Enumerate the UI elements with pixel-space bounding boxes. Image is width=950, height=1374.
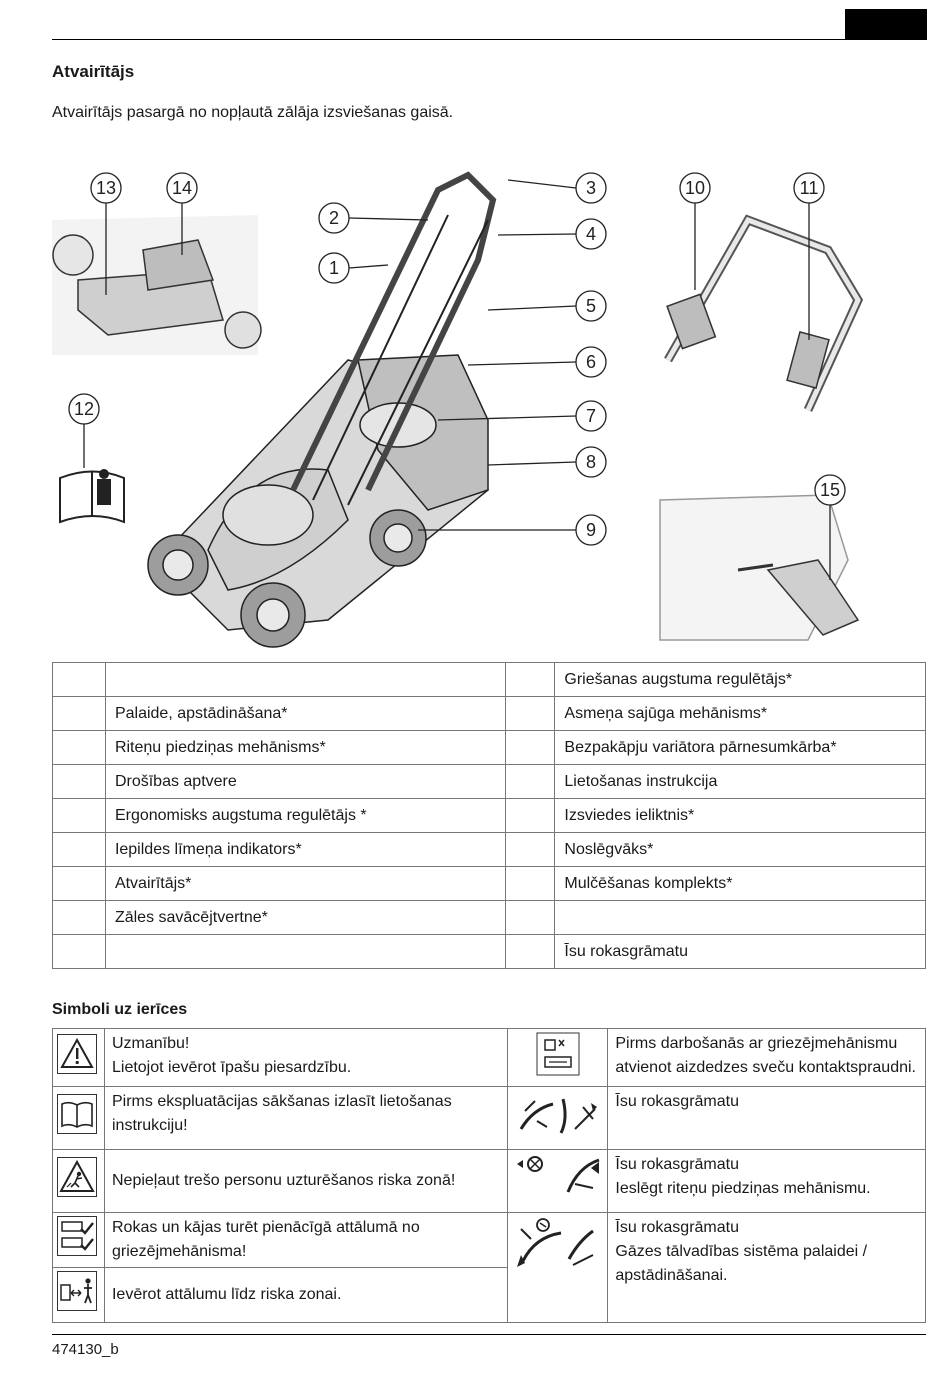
symbol-text-throttle (608, 1213, 926, 1323)
symbols-title: Simboli uz ierīces (52, 1001, 188, 1018)
part-left: Palaide, apstādināšana* (105, 697, 506, 731)
table-row (53, 1150, 926, 1213)
symbol-text-third-persons (104, 1150, 507, 1213)
part-left: Atvairītājs* (105, 867, 506, 901)
parts-table (52, 662, 926, 969)
symbol-line: Īsu rokasgrāmatu (615, 1093, 739, 1110)
part-right: Izsviedes ieliktnis* (555, 799, 926, 833)
symbol-line: Īsu rokasgrāmatu (615, 1156, 739, 1173)
symbol-line: Lietojot ievērot īpašu piesardzību. (111, 1059, 352, 1076)
symbol-line: Ieslēgt riteņu piedziņas mehānismu. (615, 1180, 871, 1197)
part-right (555, 901, 926, 935)
callout-1-label: 1 (328, 258, 340, 278)
callout-10-label: 10 (684, 178, 706, 198)
callout-5 (488, 291, 606, 321)
callout-10 (680, 173, 710, 290)
table-row (53, 935, 926, 969)
symbols-table (52, 1028, 926, 1323)
symbol-line: atvienot aizdedzes sveču kontaktspraudni. (615, 1059, 916, 1076)
thrown-object-icon (53, 1150, 105, 1213)
callout-2 (319, 203, 428, 233)
table-row (53, 697, 926, 731)
part-right: Asmeņa sajūga mehānisms* (555, 697, 926, 731)
callout-11 (794, 173, 824, 340)
symbol-text-hand-foot (104, 1213, 507, 1268)
symbol-line: Pirms darbošanās ar griezējmehānismu (615, 1035, 898, 1052)
symbol-text-wheel-drive (608, 1150, 926, 1213)
table-row (53, 1087, 926, 1150)
symbol-line: Rokas un kājas turēt pienācīgā attālumā no (111, 1219, 420, 1236)
callout-8 (488, 447, 606, 477)
part-left: Riteņu piedziņas mehānisms* (105, 731, 506, 765)
part-right: Bezpakāpju variātora pārnesumkārba* (555, 731, 926, 765)
callout-6 (468, 347, 606, 377)
mower-figure (48, 160, 928, 650)
table-row (53, 867, 926, 901)
symbol-line: apstādināšanai. (615, 1267, 728, 1284)
part-left: Drošības aptvere (105, 765, 506, 799)
symbol-line: instrukciju! (111, 1117, 188, 1134)
spark-plug-icon (508, 1029, 608, 1087)
symbol-line: Nepieļaut trešo personu uzturēšanos riska zonā! (111, 1172, 456, 1189)
part-left: Zāles savācējtvertne* (105, 901, 506, 935)
table-row (53, 1029, 926, 1087)
footer-rule (52, 1334, 926, 1335)
callout-5-label: 5 (585, 296, 597, 316)
symbol-line: griezējmehānisma! (111, 1243, 247, 1260)
callout-9-label: 9 (585, 520, 597, 540)
throttle-lever-icon (508, 1213, 608, 1323)
handle-levers-icon (508, 1087, 608, 1150)
callout-1 (319, 253, 388, 283)
callout-15-label: 15 (819, 480, 841, 500)
inset-mulch-illustration (660, 495, 858, 640)
part-left (105, 663, 506, 697)
symbol-line: Gāzes tālvadības sistēma palaidei / (615, 1243, 868, 1260)
hand-foot-distance-icon (53, 1213, 105, 1268)
callout-3-label: 3 (585, 178, 597, 198)
callout-2-label: 2 (328, 208, 340, 228)
callout-11-label: 11 (799, 178, 819, 198)
callout-14-label: 14 (171, 178, 193, 198)
intro-text: Atvairītājs pasargā no nopļautā zālāja izsviešanas gaisā. (52, 104, 454, 121)
safe-distance-icon (53, 1268, 105, 1323)
manual-book-illustration (60, 470, 124, 522)
table-row (53, 799, 926, 833)
inset-collector-illustration (52, 215, 261, 355)
callout-7-label: 7 (585, 406, 597, 426)
symbol-line: Īsu rokasgrāmatu (615, 1219, 739, 1236)
part-left: Iepildes līmeņa indikators* (105, 833, 506, 867)
warning-triangle-icon (53, 1029, 105, 1087)
callout-12-label: 12 (73, 399, 95, 419)
table-row (53, 1213, 926, 1268)
symbol-text-levers (608, 1087, 926, 1150)
symbol-line: Ievērot attālumu līdz riska zonai. (111, 1286, 342, 1303)
section-title: Atvairītājs (52, 62, 135, 81)
manual-book-icon (53, 1087, 105, 1150)
part-right: Griešanas augstuma regulētājs* (555, 663, 926, 697)
callout-6-label: 6 (585, 352, 597, 372)
symbol-line: Uzmanību! (111, 1035, 190, 1052)
part-right: Lietošanas instrukcija (555, 765, 926, 799)
symbol-text-spark-plug (608, 1029, 926, 1087)
callout-4 (498, 219, 606, 249)
table-row (53, 731, 926, 765)
symbol-text-warning (104, 1029, 507, 1087)
table-row (53, 901, 926, 935)
callout-8-label: 8 (585, 452, 597, 472)
part-right: Īsu rokasgrāmatu (555, 935, 926, 969)
part-left (105, 935, 506, 969)
symbol-line: Pirms ekspluatācijas sākšanas izlasīt lietošanas (111, 1093, 452, 1110)
inset-handle-illustration (667, 220, 858, 410)
symbol-text-safe-distance (104, 1268, 507, 1323)
page-tab-marker (845, 9, 927, 40)
header-rule (52, 39, 926, 40)
document-id: 474130_b (52, 1341, 119, 1358)
callout-13-label: 13 (95, 178, 117, 198)
symbol-text-manual (104, 1087, 507, 1150)
wheel-drive-lever-icon (508, 1150, 608, 1213)
table-row (53, 663, 926, 697)
callout-4-label: 4 (585, 224, 597, 244)
table-row (53, 765, 926, 799)
callout-3 (508, 173, 606, 203)
part-right: Noslēgvāks* (555, 833, 926, 867)
part-left: Ergonomisks augstuma regulētājs * (105, 799, 506, 833)
callout-12 (69, 394, 99, 468)
table-row (53, 833, 926, 867)
part-right: Mulčēšanas komplekts* (555, 867, 926, 901)
